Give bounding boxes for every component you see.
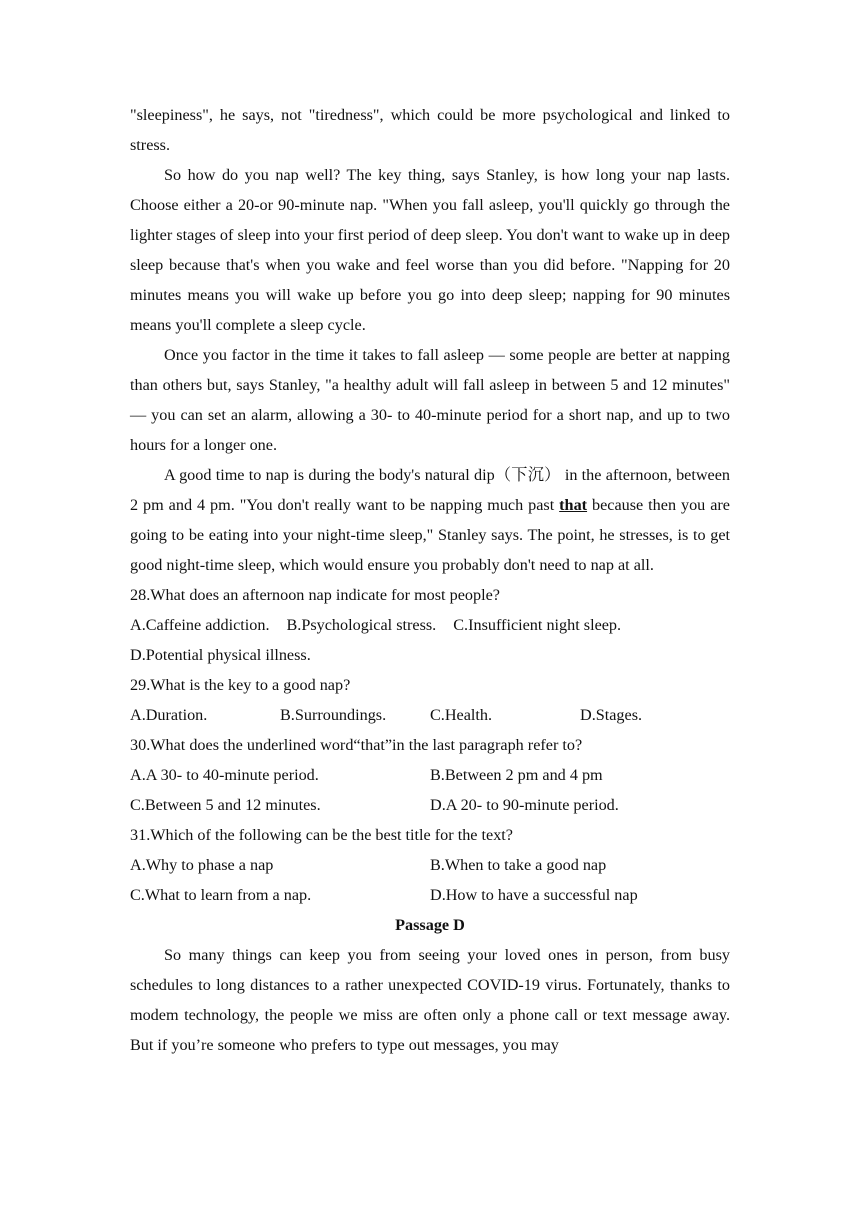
question-30-options-row-1 <box>130 760 730 790</box>
question-31-option-b: B.When to take a good nap <box>430 856 607 874</box>
question-31-options-row-1 <box>130 850 730 880</box>
question-28-option-c: C.Insufficient night sleep. <box>453 616 622 634</box>
underlined-word-that: that <box>559 496 588 514</box>
document-page <box>130 100 730 1060</box>
article-paragraph-1: "sleepiness", he says, not "tiredness", which could be more psychological and linked to stress. <box>130 106 730 154</box>
question-29-option-d: D.Stages. <box>580 706 643 724</box>
question-29-options <box>130 700 730 730</box>
question-29-option-a: A.Duration. <box>130 706 208 724</box>
question-28-option-d: D.Potential physical illness. <box>130 646 311 664</box>
passage-d-paragraph-1: So many things can keep you from seeing your loved ones in person, from busy schedules to long distances to a rather unexpected COVID-19 virus. Fortunately, thanks to modem technology, the people we miss are often only a phone call or text message away. But if you’re someone who prefers to type out messages, you may <box>130 946 730 1054</box>
question-30-option-c: C.Between 5 and 12 minutes. <box>130 796 321 814</box>
question-31-option-c: C.What to learn from a nap. <box>130 886 312 904</box>
question-31-stem: 31.Which of the following can be the best title for the text? <box>130 826 513 844</box>
question-31-option-a: A.Why to phase a nap <box>130 856 274 874</box>
question-31-options-row-2 <box>130 880 730 910</box>
question-28-stem: 28.What does an afternoon nap indicate for most people? <box>130 586 500 604</box>
article-paragraph-3: Once you factor in the time it takes to fall asleep — some people are better at napping than others but, says Stanley, "a healthy adult will fall asleep in between 5 and 12 minutes" — you can set an alarm, allowing a 30- to 40-minute period for a short nap, and up to two hours for a longer one. <box>130 346 730 454</box>
question-30-stem: 30.What does the underlined word“that”in the last paragraph refer to? <box>130 736 583 754</box>
question-29-option-c: C.Health. <box>430 706 493 724</box>
question-29-option-b: B.Surroundings. <box>280 706 387 724</box>
article-paragraph-4 <box>130 460 730 580</box>
question-28-option-a: A.Caffeine addiction. <box>130 616 270 634</box>
question-30-option-b: B.Between 2 pm and 4 pm <box>430 766 603 784</box>
question-28-options-row-1 <box>130 610 730 640</box>
article-paragraph-2: So how do you nap well? The key thing, says Stanley, is how long your nap lasts. Choose either a 20-or 90-minute nap. "When you fall asleep, you'll quickly go through the lighter stages of sleep into your first period of deep sleep. You don't want to wake up in deep sleep because that's when you wake and feel worse than you did before. "Napping for 20 minutes means you will wake up before you go into deep sleep; napping for 90 minutes means you'll complete a sleep cycle. <box>130 166 730 334</box>
question-29-stem: 29.What is the key to a good nap? <box>130 676 351 694</box>
paragraph-4-text-before: A good time to nap is during the body's natural dip（下沉） in the afternoon, between 2 pm and 4 pm. "You don't really want to be napping much past <box>130 466 730 514</box>
paragraph-4-text-after: because then you are going to be eating into your night-time sleep," Stanley says. The point, he stresses, is to get good night-time sleep, which would ensure you probably don't need to nap at all. <box>130 496 730 574</box>
question-30-options-row-2 <box>130 790 730 820</box>
question-31-option-d: D.How to have a successful nap <box>430 886 638 904</box>
question-30-option-a: A.A 30- to 40-minute period. <box>130 766 319 784</box>
question-28-option-b: B.Psychological stress. <box>286 616 437 634</box>
question-30-option-d: D.A 20- to 90-minute period. <box>430 796 619 814</box>
passage-d-title: Passage D <box>395 916 465 934</box>
